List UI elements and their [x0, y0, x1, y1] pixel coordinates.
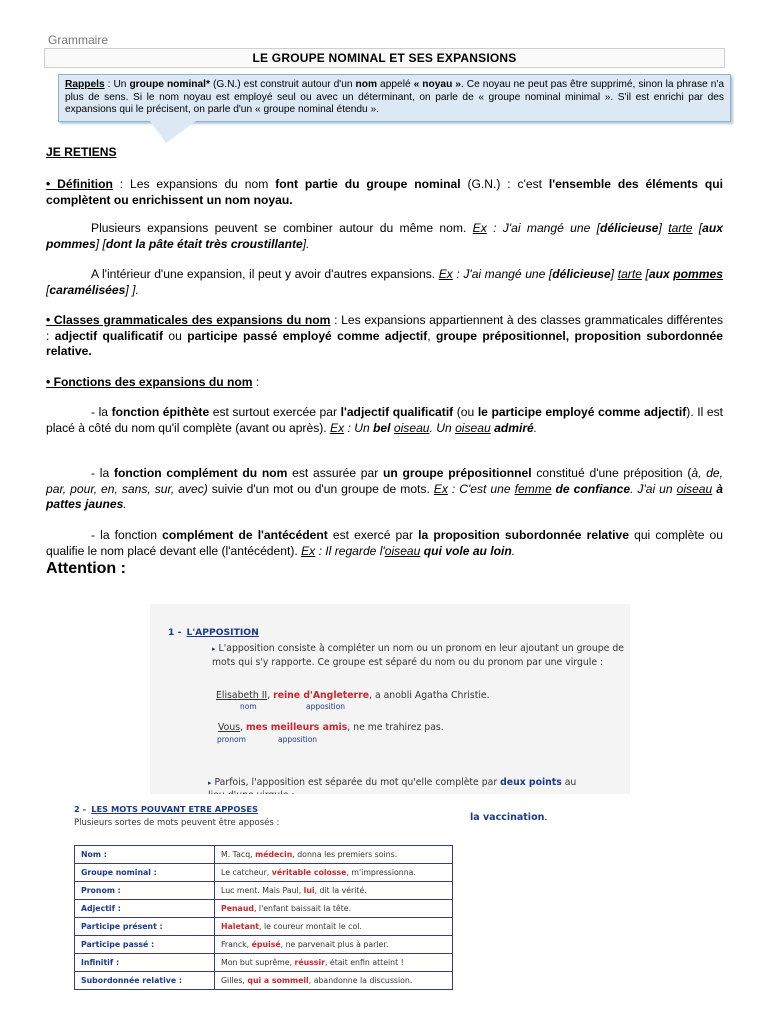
example-apposition: médecin — [255, 850, 293, 859]
parfois-line — [208, 776, 628, 790]
apposes-intro: Plusieurs sortes de mots peuvent être apposés : — [74, 818, 280, 828]
je-retiens-label: JE RETIENS — [46, 145, 117, 159]
example-apposition: mes meilleurs amis — [245, 722, 348, 733]
text: au — [561, 777, 577, 788]
example-apposition: reine d'Angleterre — [273, 690, 370, 701]
text-noun: femme — [514, 481, 552, 496]
definition-label: • Définition — [46, 177, 113, 191]
text: L'apposition consiste à compléter un nom ou un pronom en leur ajoutant un groupe de mots qui s'y rapporte. Ce groupe est séparé du nom ou du pronom par une virgule : — [212, 643, 624, 668]
text-noun: tarte — [668, 221, 693, 235]
text: ). Il est placé à côté du nom qu'il complète (avant ou après). — [46, 405, 723, 435]
row-example — [215, 846, 453, 864]
text-bold: admiré — [494, 420, 534, 435]
text: A l'intérieur d'une expansion, il peut y avoir d'autres expansions. — [91, 267, 439, 281]
label-nom: nom — [240, 702, 257, 711]
row-example — [215, 954, 453, 972]
callout-noyau: « noyau » — [413, 79, 461, 90]
text-bold: la proposition subordonnée relative — [418, 528, 629, 542]
section-number: 2 - — [74, 804, 87, 814]
row-category: Participe présent : — [75, 918, 215, 936]
text: . — [544, 812, 548, 823]
text-bold: complément de l'antécédent — [162, 528, 328, 542]
table-row — [75, 918, 453, 936]
ex-label: Ex — [433, 481, 448, 496]
text: . — [511, 543, 516, 558]
label-apposition: apposition — [278, 735, 318, 744]
text: , — [267, 690, 274, 701]
interieur-paragraph — [46, 267, 723, 298]
text-bold: caramélisées — [49, 282, 126, 297]
text-bold: délicieuse — [600, 221, 659, 235]
row-category: Pronom : — [75, 882, 215, 900]
text-bold: fonction épithète — [111, 405, 210, 419]
callout-text: : Un — [104, 79, 130, 90]
text: , — [240, 722, 246, 733]
rappels-label: Rappels — [65, 79, 105, 90]
example-apposition: Penaud — [221, 904, 254, 913]
antecedent-paragraph — [46, 528, 723, 559]
text-noun: oiseau — [384, 543, 421, 558]
text: . — [533, 420, 538, 435]
apposes-scan — [66, 794, 636, 1004]
row-category: Nom : — [75, 846, 215, 864]
example-noun: Elisabeth II — [216, 690, 268, 701]
text-bold: qui vole au loin — [423, 543, 512, 558]
apposition-heading — [168, 620, 259, 639]
row-example — [215, 900, 453, 918]
table-row — [75, 954, 453, 972]
callout-nom: nom — [355, 79, 378, 90]
attention-heading: Attention : — [46, 560, 126, 577]
je-retiens-heading — [46, 145, 723, 161]
text: - la — [91, 466, 114, 480]
text: est assurée par — [287, 466, 384, 480]
apposition-intro — [212, 642, 624, 670]
row-example — [215, 972, 453, 990]
text: Le catcheur, — [221, 868, 272, 877]
text: [ — [641, 267, 649, 281]
text-bold: délicieuse — [552, 267, 611, 281]
ex-label: Ex — [301, 543, 316, 558]
text: , abandonne la discussion. — [308, 976, 413, 985]
text: Franck, — [221, 940, 252, 949]
table-row — [75, 846, 453, 864]
ex-label: Ex — [472, 221, 487, 235]
text-bold: l'ensemble des éléments qui complètent ou enrichissent un nom noyau. — [46, 177, 723, 207]
text: est exercé par — [327, 528, 419, 542]
example-apposition: qui a sommeil — [247, 976, 309, 985]
text: : C'est une — [447, 481, 515, 496]
text: ]. — [302, 236, 310, 251]
text: , — [427, 328, 437, 343]
text-bold: aux pommes — [46, 221, 723, 251]
text: constitué d'une préposition ( — [531, 466, 692, 480]
text: : Il regarde l' — [315, 543, 385, 558]
table-row — [75, 882, 453, 900]
text-bold: bel — [373, 420, 391, 435]
text-noun: tarte — [617, 267, 642, 281]
text: (G.N.) : c'est — [460, 177, 549, 191]
text: suivie d'un mot ou d'un groupe de mots. — [207, 481, 434, 496]
text: : — [252, 375, 260, 389]
text-bold: à pattes jaunes — [46, 481, 723, 511]
row-category: Subordonnée relative : — [75, 972, 215, 990]
epithete-paragraph — [46, 405, 723, 436]
example-apposition: Haletant — [221, 922, 260, 931]
text-bold: groupe prépositionnel, proposition subordonnée relative. — [46, 328, 723, 358]
text: à, de, par, pour, en, sans, sur, avec) — [46, 466, 724, 496]
text-bold: un groupe prépositionnel — [383, 466, 532, 480]
callout-text: (G.N.) est construit autour d'un — [209, 79, 356, 90]
text: , ne parvenait plus à parler. — [280, 940, 389, 949]
text: (ou — [453, 405, 478, 419]
text: ] ]. — [125, 282, 139, 297]
text: ] — [610, 267, 618, 281]
text: qui complète ou qualifie le nom placé devant elle (l'antécédent). — [46, 528, 723, 558]
label-pronom: pronom — [217, 735, 246, 744]
text: Gilles, — [221, 976, 248, 985]
text: ] [ — [95, 236, 106, 251]
text: : Les expansions appartiennent à des classes grammaticales différentes : — [46, 313, 723, 343]
row-category: Groupe nominal : — [75, 864, 215, 882]
text: - la — [91, 405, 112, 419]
text: . Un — [429, 420, 456, 435]
table-row — [75, 900, 453, 918]
row-example — [215, 936, 453, 954]
text-bold: adjectif qualificatif — [54, 328, 163, 343]
ex-label: Ex — [438, 267, 453, 281]
text: , était enfin atteint ! — [324, 958, 404, 967]
plusieurs-paragraph — [46, 221, 723, 252]
example-apposition: réussir — [294, 958, 325, 967]
text: Parfois, l'apposition est séparée du mot qu'elle complète par — [214, 777, 501, 788]
text-noun: oiseau — [393, 420, 430, 435]
ex-label: Ex — [330, 420, 345, 435]
text: est surtout exercée par — [209, 405, 341, 419]
example-apposition: épuisé — [251, 940, 281, 949]
vaccination-text — [470, 812, 547, 823]
text-bold: l'adjectif qualificatif — [340, 405, 454, 419]
table-row — [75, 936, 453, 954]
text: , l'enfant baissait la tête. — [253, 904, 352, 913]
callout-text: appelé — [377, 79, 414, 90]
text: . — [123, 497, 127, 511]
apposes-table — [74, 845, 453, 990]
row-example — [215, 864, 453, 882]
rappels-callout — [58, 74, 731, 122]
row-example — [215, 882, 453, 900]
callout-gn: groupe nominal* — [129, 79, 210, 90]
complement-paragraph — [46, 466, 723, 513]
text: : Les expansions du nom — [112, 177, 276, 191]
text: [ — [692, 221, 703, 235]
page-title: LE GROUPE NOMINAL ET SES EXPANSIONS — [44, 48, 725, 68]
text-bold: fonction complément du nom — [113, 466, 288, 480]
category-label: Grammaire — [48, 33, 109, 47]
text: ou — [162, 328, 188, 343]
text-bold: de confiance — [555, 481, 631, 496]
apposition-example-1 — [216, 689, 490, 703]
text-noun: pommes — [673, 267, 723, 281]
text: , dit la vérité. — [314, 886, 367, 895]
text-bold: le participe employé comme adjectif — [477, 405, 687, 419]
classes-paragraph — [46, 313, 723, 360]
callout-tail — [150, 121, 196, 143]
row-example — [215, 918, 453, 936]
example-apposition: véritable colosse — [271, 868, 347, 877]
text-bold: dont la pâte était très croustillante — [105, 236, 303, 251]
callout-text: . Ce noyau ne peut pas être supprimé, sinon la phrase n'a plus de sens. Si le nom noyau est employé seul ou avec un déterminant, on parle de « groupe nominal minimal ». S'il est enrichi par des expansions qui le précisent, on parle d'un « groupe nominal étendu ». — [65, 79, 724, 116]
text: : J'ai mangé une [ — [452, 267, 553, 281]
apposition-scan — [150, 604, 630, 802]
text: , donna les premiers soins. — [292, 850, 398, 859]
section-title: LES MOTS POUVANT ETRE APPOSES — [91, 804, 259, 814]
text: ] — [658, 221, 669, 235]
text: : J'ai mangé une [ — [486, 221, 601, 235]
text: , m'impressionna. — [346, 868, 416, 877]
bullet-icon: ▸ — [208, 779, 212, 787]
row-category: Infinitif : — [75, 954, 215, 972]
text-bold: la vaccination — [470, 812, 545, 823]
text-bold: aux — [648, 267, 674, 281]
section-number: 1 - — [168, 627, 182, 638]
text: , a anobli Agatha Christie. — [369, 690, 490, 701]
text: Mon but suprême, — [221, 958, 295, 967]
table-row — [75, 972, 453, 990]
row-category: Participe passé : — [75, 936, 215, 954]
text-noun: oiseau — [455, 420, 491, 435]
text: : Un — [344, 420, 374, 435]
table-row — [75, 864, 453, 882]
definition-paragraph — [46, 177, 723, 208]
example-apposition: lui — [303, 886, 315, 895]
label-apposition: apposition — [306, 702, 346, 711]
text: [ — [46, 282, 50, 297]
text-bold: font partie du groupe nominal — [275, 177, 461, 191]
apposition-example-2 — [218, 721, 444, 735]
text: , le coureur montait le col. — [259, 922, 362, 931]
section-title: L'APPOSITION — [186, 627, 259, 638]
classes-label: • Classes grammaticales des expansions du nom — [46, 313, 331, 327]
text-noun: oiseau — [676, 481, 713, 496]
text: Plusieurs expansions peuvent se combiner autour du même nom. — [91, 221, 473, 235]
apposes-heading — [74, 797, 258, 816]
text: M. Tacq, — [221, 850, 256, 859]
fonctions-heading — [46, 375, 723, 391]
text: - la fonction — [91, 528, 163, 542]
text-bold: participe passé employé comme adjectif — [187, 328, 428, 343]
row-category: Adjectif : — [75, 900, 215, 918]
text-bold: deux points — [500, 777, 562, 788]
text: . J'ai un — [630, 481, 677, 496]
text: Luc ment. Mais Paul, — [221, 886, 304, 895]
fonctions-label: • Fonctions des expansions du nom — [46, 375, 253, 389]
bullet-icon: ▸ — [212, 645, 216, 653]
text: , ne me trahirez pas. — [347, 722, 444, 733]
example-noun: Vous — [218, 722, 241, 733]
